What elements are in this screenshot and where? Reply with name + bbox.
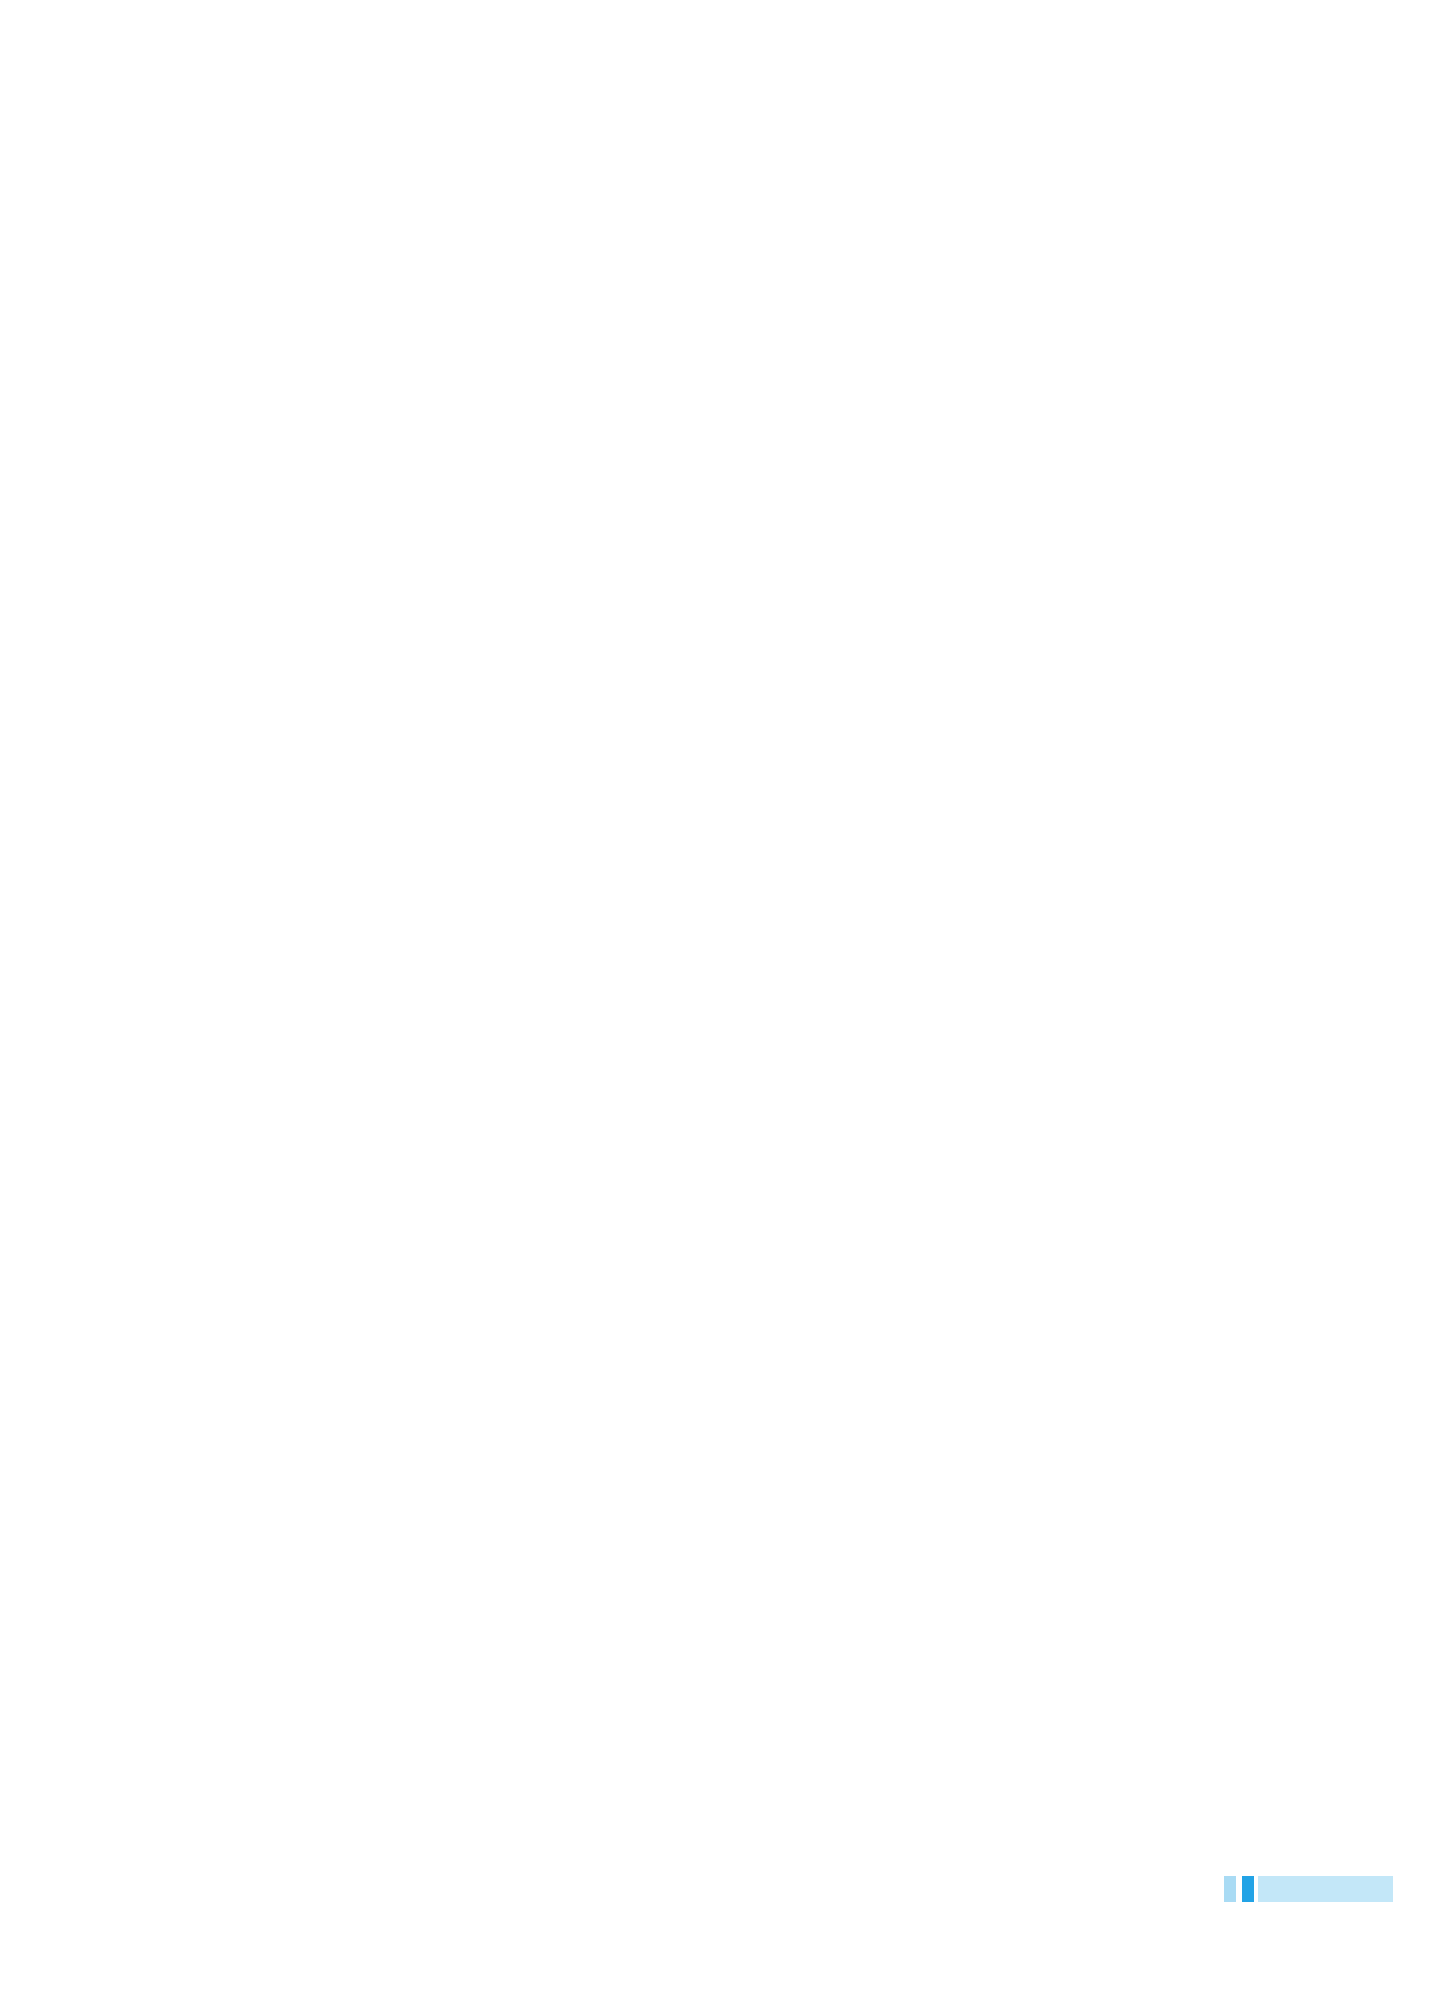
page-label — [1224, 1876, 1236, 1902]
page-footer — [1220, 1874, 1393, 1904]
footer-accent-bar — [1242, 1876, 1254, 1902]
section-title — [175, 205, 1325, 279]
answer-content — [175, 205, 1325, 279]
footer-light-bar — [1258, 1876, 1393, 1902]
